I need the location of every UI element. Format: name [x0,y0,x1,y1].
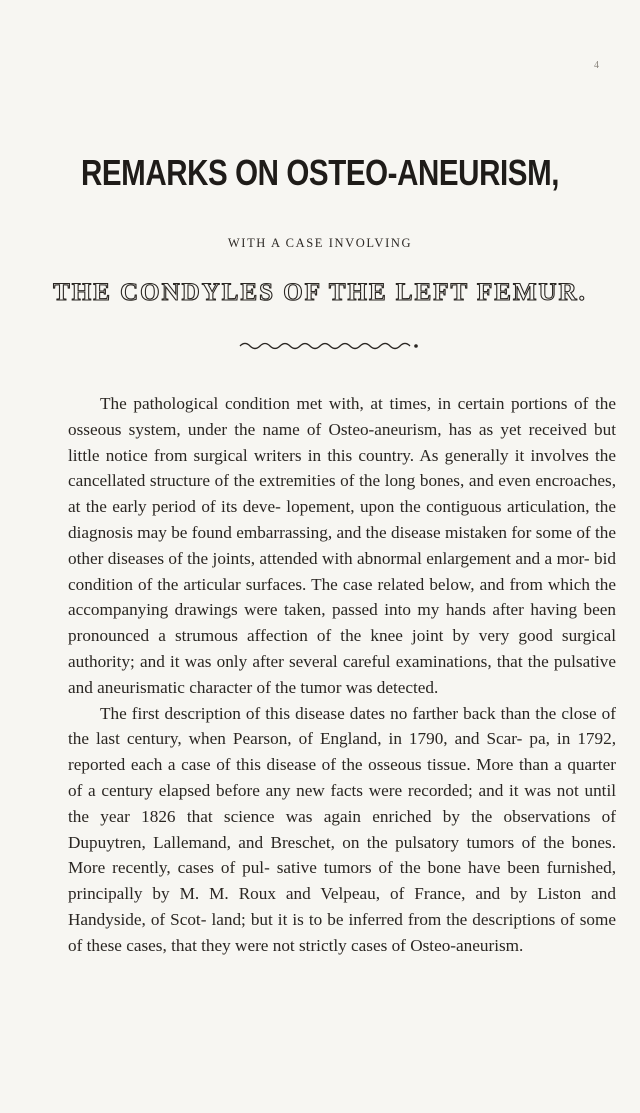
subtitle: WITH A CASE INVOLVING [227,236,413,250]
body-text [68,391,616,959]
paragraph-1: The pathological condition met with, at times, in certain portions of the osseous system, under the name of Osteo-aneurism, has as yet received but little notice from surgical writers in this country. As generally it involves the cancellated structure of the extremities of the long bones, and even encroaches, at the early period of its deve- lopement, upon the contiguous articulation, the diagnosis may be found embarrassing, and the disease mistaken for some of the other diseases of the joints, attended with abnormal enlargement and a mor- bid condition of the articular surfaces. The case related below, and from which the accompanying drawings were taken, passed into my hands after having been pronounced a strumous affection of the knee joint by very good surgical authority; and it was only after several careful examinations, that the pulsative and aneurismatic character of the tumor was detected. [68,394,616,697]
page-mark: 4 [594,60,599,71]
wavy-rule-ornament [238,340,422,352]
paragraph-2: The first description of this disease dates no farther back than the close of the last century, when Pearson, of England, in 1790, and Scar- pa, in 1792, reported each a case of this disease of the osseous tissue. More than a quarter of a century elapsed before any new facts were recorded; and it was not until the year 1826 that science was again enriched by the observations of Dupuytren, Lallemand, and Breschet, on the pulsatory tumors of the bones. More recently, cases of pul- sative tumors of the bone have been furnished, principally by M. M. Roux and Velpeau, of France, and by Liston and Handyside, of Scot- land; but it is to be inferred from the descriptions of some of these cases, that they were not strictly cases of Osteo-aneurism. [68,703,616,955]
page-title: REMARKS ON OSTEO-ANEURISM, [80,152,560,193]
outline-title: THE CONDYLES OF THE LEFT FEMUR. [53,279,587,306]
